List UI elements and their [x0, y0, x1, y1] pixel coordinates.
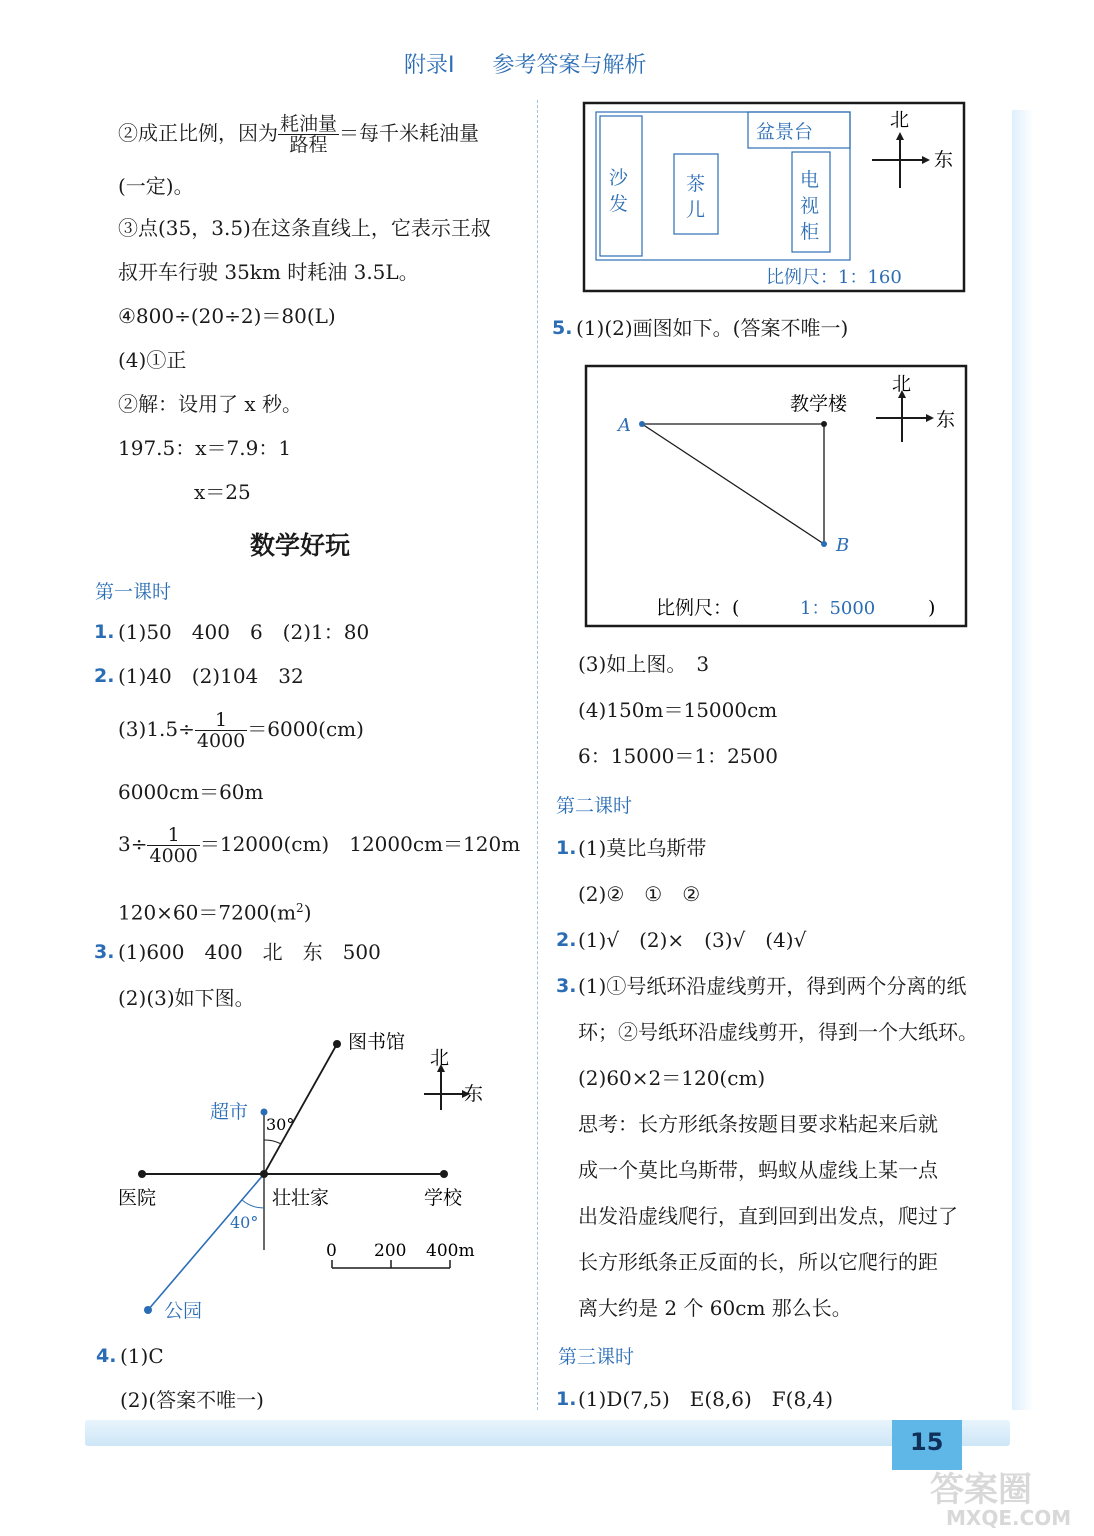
fraction: [147, 825, 199, 866]
text: 120×60＝7200(m: [118, 900, 297, 925]
q1-answer: (1)50 400 6 (2)1：80: [118, 620, 370, 644]
bonsai-label: 盆景台: [756, 121, 814, 143]
text: ): [303, 900, 312, 925]
line-9: x＝25: [194, 480, 251, 504]
building-label: 教学楼: [790, 393, 848, 415]
line-5: ④800÷(20÷2)＝80(L): [118, 304, 336, 328]
q2-answer: (1)40 (2)104 32: [118, 664, 304, 688]
point-building: [821, 421, 827, 427]
line-3: ③点(35，3.5)在这条直线上，它表示王叔: [118, 216, 491, 240]
east-label: 东: [464, 1083, 484, 1105]
page-header: [404, 48, 647, 79]
school-dot: [440, 1170, 448, 1178]
text: (3)1.5÷: [118, 717, 195, 741]
point-a: [639, 421, 645, 427]
room-north-label: 北: [890, 109, 910, 131]
superscript: 2: [296, 901, 304, 915]
lesson-2-heading: 第二课时: [556, 795, 633, 817]
denominator: 路程: [289, 134, 328, 156]
r3-line-h: 离大约是 2 个 60cm 那么长。: [578, 1296, 852, 1320]
r3-line-c: (2)60×2＝120(cm): [578, 1066, 766, 1090]
lesson-1-heading: 第一课时: [95, 581, 172, 603]
numerator: 1: [195, 710, 247, 731]
tri-scale-close: ): [928, 597, 936, 619]
angle-40-label: 40°: [230, 1213, 259, 1232]
q5-number: 5.: [552, 317, 573, 339]
denominator: 4000: [149, 845, 198, 867]
label-a: A: [618, 415, 631, 436]
numerator: 1: [147, 825, 199, 846]
text: ＝6000(cm): [247, 717, 364, 741]
scale-200: 200: [374, 1241, 407, 1261]
q4-2-answer: (2)(答案不唯一): [120, 1388, 264, 1412]
r1b-answer: (2)② ① ②: [578, 882, 701, 906]
line-2: (一定)。: [118, 174, 194, 198]
section-title: 数学好玩: [250, 531, 351, 560]
r3-line-b: 环；②号纸环沿虚线剪开，得到一个大纸环。: [578, 1020, 978, 1044]
r3-number: 3.: [556, 975, 577, 997]
line-8: 197.5：x＝7.9：1: [118, 436, 292, 460]
hospital-dot: [138, 1170, 146, 1178]
north-label: 北: [430, 1047, 450, 1069]
tv-label: 电视柜: [800, 169, 820, 243]
triangle-map: [584, 364, 968, 630]
hospital-label: 医院: [118, 1187, 157, 1209]
room-east-label: 东: [934, 149, 954, 171]
r1-number: 1.: [556, 837, 577, 859]
tea-label: 茶儿: [686, 173, 706, 221]
r2-number: 2.: [556, 929, 577, 951]
room-plan: [582, 100, 967, 296]
q5-4b: 6：15000＝1：2500: [578, 744, 778, 768]
east-arrow-icon: [922, 156, 930, 164]
library-line: [264, 1044, 337, 1174]
r3-line-d: 思考：长方形纸条按题目要求粘起来后就: [578, 1112, 938, 1136]
tri-east-label: 东: [936, 409, 956, 431]
watermark-top: 答案圈: [930, 1470, 1032, 1510]
q2-number: 2.: [94, 665, 115, 687]
q2-3c: [118, 825, 520, 866]
page-number: 15: [910, 1428, 944, 1456]
header-title: 参考答案与解析: [492, 53, 647, 78]
q2-3b: 6000cm＝60m: [118, 780, 264, 804]
numerator: 耗油量: [280, 113, 338, 135]
q3-2-answer: (2)(3)如下图。: [118, 986, 255, 1010]
line-7: ②解：设用了 x 秒。: [118, 392, 302, 416]
r1-answer: (1)莫比乌斯带: [578, 836, 707, 860]
q5-3: (3)如上图。 3: [578, 652, 710, 676]
q5-4: (4)150m＝15000cm: [578, 698, 778, 722]
tri-north-label: 北: [892, 373, 912, 395]
tri-scale-value: 1：5000: [800, 598, 876, 619]
supermarket-label: 超市: [210, 1101, 249, 1123]
lesson-3-heading: 第三课时: [558, 1346, 635, 1368]
text: ＝每千米耗油量: [339, 121, 480, 145]
s1-number: 1.: [556, 1388, 577, 1410]
r3-line-e: 成一个莫比乌斯带，蚂蚁从虚线上某一点: [578, 1158, 938, 1182]
home-dot: [260, 1170, 268, 1178]
line-6: (4)①正: [118, 348, 187, 372]
line-4: 叔开车行驶 35km 时耗油 3.5L。: [118, 260, 419, 284]
q2-3d: [118, 896, 312, 925]
angle-arc-30: [264, 1140, 281, 1144]
q3-answer: (1)600 400 北 东 500: [118, 940, 381, 964]
bottom-strip: [85, 1420, 1010, 1446]
line-1: [118, 114, 479, 155]
fraction: [278, 114, 339, 155]
direction-map: [100, 1020, 520, 1330]
library-dot: [333, 1040, 341, 1048]
r2-answer: (1)√ (2)× (3)√ (4)√: [578, 928, 807, 952]
east-arrow-icon: [926, 414, 934, 422]
home-label: 壮壮家: [272, 1187, 330, 1209]
denominator: 4000: [196, 730, 246, 752]
angle-30-label: 30°: [266, 1115, 295, 1134]
text: 3÷: [118, 832, 148, 856]
park-line: [148, 1174, 264, 1310]
angle-arc-40: [242, 1200, 264, 1208]
r3-line-f: 出发沿虚线爬行，直到回到出发点，爬过了: [578, 1204, 958, 1228]
park-label: 公园: [164, 1300, 203, 1322]
sofa-label: 沙发: [609, 167, 629, 215]
library-label: 图书馆: [348, 1031, 406, 1053]
watermark-bottom: MXQE.COM: [946, 1506, 1072, 1530]
right-edge-strip: [1012, 110, 1034, 1410]
tri-scale-label: 比例尺：(: [656, 597, 740, 619]
q2-3a: [118, 710, 364, 751]
line-a-b: [642, 424, 824, 544]
text: ②成正比例，因为: [118, 121, 278, 145]
q4-number: 4.: [96, 1345, 117, 1367]
column-divider: [537, 100, 538, 1410]
school-label: 学校: [424, 1187, 463, 1209]
north-arrow-icon: [896, 132, 904, 140]
triangle-frame: [586, 366, 966, 626]
fraction: [195, 710, 247, 751]
q1-number: 1.: [94, 621, 115, 643]
header-appendix: 附录Ⅰ: [404, 53, 455, 78]
park-dot: [144, 1306, 152, 1314]
room-scale-label: 比例尺：1：160: [766, 267, 902, 288]
q3-number: 3.: [94, 941, 115, 963]
q4-answer: (1)C: [120, 1344, 164, 1368]
label-b: B: [836, 535, 850, 556]
q5-answer: (1)(2)画图如下。(答案不唯一): [576, 316, 849, 340]
scale-400: 400m: [426, 1241, 475, 1261]
r3-line-a: (1)①号纸环沿虚线剪开，得到两个分离的纸: [578, 974, 967, 998]
s1-answer: (1)D(7,5) E(8,6) F(8,4): [578, 1387, 834, 1411]
scale-0: 0: [326, 1241, 337, 1261]
point-b: [821, 541, 827, 547]
text: ＝12000(cm) 12000cm＝120m: [199, 832, 521, 856]
r3-line-g: 长方形纸条正反面的长，所以它爬行的距: [578, 1250, 938, 1274]
